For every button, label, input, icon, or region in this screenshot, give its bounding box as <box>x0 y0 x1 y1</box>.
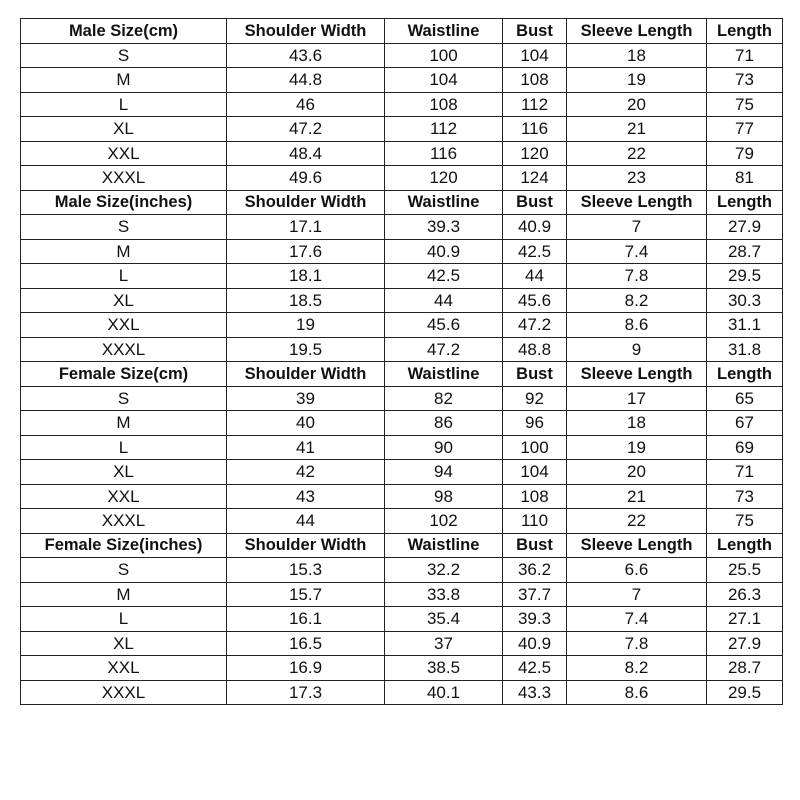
sleeve-length-cell: 7 <box>567 582 707 607</box>
length-header: Length <box>707 533 783 558</box>
shoulder-width-cell: 19.5 <box>227 337 385 362</box>
bust-header: Bust <box>503 533 567 558</box>
section-header-row <box>21 362 783 387</box>
size-label-cell: L <box>21 435 227 460</box>
waistline-cell: 98 <box>385 484 503 509</box>
length-cell: 79 <box>707 141 783 166</box>
section-header-row <box>21 19 783 44</box>
shoulder-width-cell: 48.4 <box>227 141 385 166</box>
shoulder-width-header: Shoulder Width <box>227 19 385 44</box>
size-label-cell: XXL <box>21 313 227 338</box>
sleeve-length-header: Sleeve Length <box>567 190 707 215</box>
size-label-cell: XL <box>21 117 227 142</box>
length-cell: 31.1 <box>707 313 783 338</box>
shoulder-width-cell: 17.1 <box>227 215 385 240</box>
bust-cell: 40.9 <box>503 215 567 240</box>
length-header: Length <box>707 362 783 387</box>
length-cell: 28.7 <box>707 239 783 264</box>
bust-cell: 47.2 <box>503 313 567 338</box>
bust-cell: 108 <box>503 68 567 93</box>
sleeve-length-cell: 18 <box>567 411 707 436</box>
waistline-cell: 104 <box>385 68 503 93</box>
sleeve-length-cell: 19 <box>567 435 707 460</box>
length-cell: 30.3 <box>707 288 783 313</box>
table-row <box>21 386 783 411</box>
waistline-cell: 35.4 <box>385 607 503 632</box>
waistline-cell: 33.8 <box>385 582 503 607</box>
shoulder-width-cell: 44.8 <box>227 68 385 93</box>
table-row <box>21 631 783 656</box>
shoulder-width-cell: 15.3 <box>227 558 385 583</box>
sleeve-length-header: Sleeve Length <box>567 19 707 44</box>
length-cell: 26.3 <box>707 582 783 607</box>
bust-cell: 48.8 <box>503 337 567 362</box>
shoulder-width-cell: 18.5 <box>227 288 385 313</box>
length-cell: 65 <box>707 386 783 411</box>
sleeve-length-header: Sleeve Length <box>567 533 707 558</box>
bust-header: Bust <box>503 190 567 215</box>
sleeve-length-cell: 20 <box>567 92 707 117</box>
shoulder-width-cell: 44 <box>227 509 385 534</box>
sleeve-length-cell: 8.6 <box>567 680 707 705</box>
waistline-cell: 112 <box>385 117 503 142</box>
table-row <box>21 607 783 632</box>
waistline-cell: 102 <box>385 509 503 534</box>
waistline-cell: 42.5 <box>385 264 503 289</box>
waistline-cell: 39.3 <box>385 215 503 240</box>
waistline-cell: 94 <box>385 460 503 485</box>
shoulder-width-cell: 49.6 <box>227 166 385 191</box>
length-cell: 28.7 <box>707 656 783 681</box>
sleeve-length-cell: 7.8 <box>567 631 707 656</box>
table-row <box>21 435 783 460</box>
bust-cell: 112 <box>503 92 567 117</box>
length-cell: 29.5 <box>707 264 783 289</box>
length-cell: 75 <box>707 509 783 534</box>
size-label-cell: XL <box>21 288 227 313</box>
bust-header: Bust <box>503 19 567 44</box>
sleeve-length-cell: 22 <box>567 141 707 166</box>
shoulder-width-cell: 19 <box>227 313 385 338</box>
table-row <box>21 264 783 289</box>
waistline-cell: 45.6 <box>385 313 503 338</box>
shoulder-width-cell: 39 <box>227 386 385 411</box>
waistline-cell: 90 <box>385 435 503 460</box>
waistline-cell: 120 <box>385 166 503 191</box>
waistline-cell: 116 <box>385 141 503 166</box>
table-row <box>21 141 783 166</box>
sleeve-length-cell: 8.6 <box>567 313 707 338</box>
shoulder-width-header: Shoulder Width <box>227 190 385 215</box>
size-label-cell: L <box>21 92 227 117</box>
sleeve-length-cell: 23 <box>567 166 707 191</box>
length-cell: 27.9 <box>707 215 783 240</box>
waistline-cell: 37 <box>385 631 503 656</box>
size-header: Male Size(cm) <box>21 19 227 44</box>
table-row <box>21 411 783 436</box>
waistline-cell: 47.2 <box>385 337 503 362</box>
sleeve-length-cell: 9 <box>567 337 707 362</box>
sleeve-length-cell: 7.4 <box>567 239 707 264</box>
bust-cell: 96 <box>503 411 567 436</box>
sleeve-length-cell: 20 <box>567 460 707 485</box>
size-table-body <box>21 19 783 705</box>
bust-cell: 45.6 <box>503 288 567 313</box>
size-label-cell: M <box>21 239 227 264</box>
length-cell: 77 <box>707 117 783 142</box>
size-label-cell: XXL <box>21 484 227 509</box>
bust-cell: 44 <box>503 264 567 289</box>
size-label-cell: XL <box>21 460 227 485</box>
length-cell: 81 <box>707 166 783 191</box>
table-row <box>21 656 783 681</box>
waistline-cell: 108 <box>385 92 503 117</box>
table-row <box>21 92 783 117</box>
length-cell: 29.5 <box>707 680 783 705</box>
table-row <box>21 313 783 338</box>
size-label-cell: XXXL <box>21 509 227 534</box>
section-header-row <box>21 533 783 558</box>
size-label-cell: M <box>21 68 227 93</box>
waistline-cell: 82 <box>385 386 503 411</box>
length-cell: 73 <box>707 484 783 509</box>
table-row <box>21 460 783 485</box>
table-row <box>21 288 783 313</box>
size-label-cell: M <box>21 411 227 436</box>
size-label-cell: XL <box>21 631 227 656</box>
waistline-cell: 100 <box>385 43 503 68</box>
bust-cell: 92 <box>503 386 567 411</box>
shoulder-width-cell: 17.6 <box>227 239 385 264</box>
shoulder-width-cell: 47.2 <box>227 117 385 142</box>
table-row <box>21 166 783 191</box>
size-table <box>20 18 783 705</box>
waistline-cell: 32.2 <box>385 558 503 583</box>
bust-cell: 43.3 <box>503 680 567 705</box>
waistline-header: Waistline <box>385 190 503 215</box>
length-cell: 75 <box>707 92 783 117</box>
sleeve-length-cell: 21 <box>567 484 707 509</box>
table-row <box>21 680 783 705</box>
bust-cell: 40.9 <box>503 631 567 656</box>
size-label-cell: XXL <box>21 656 227 681</box>
size-label-cell: S <box>21 558 227 583</box>
shoulder-width-cell: 43.6 <box>227 43 385 68</box>
bust-cell: 42.5 <box>503 239 567 264</box>
section-header-row <box>21 190 783 215</box>
length-cell: 73 <box>707 68 783 93</box>
shoulder-width-cell: 16.1 <box>227 607 385 632</box>
size-header: Female Size(inches) <box>21 533 227 558</box>
waistline-cell: 38.5 <box>385 656 503 681</box>
shoulder-width-cell: 16.9 <box>227 656 385 681</box>
size-label-cell: XXXL <box>21 337 227 362</box>
waistline-header: Waistline <box>385 362 503 387</box>
size-label-cell: M <box>21 582 227 607</box>
shoulder-width-cell: 41 <box>227 435 385 460</box>
shoulder-width-cell: 46 <box>227 92 385 117</box>
size-label-cell: XXXL <box>21 166 227 191</box>
shoulder-width-cell: 16.5 <box>227 631 385 656</box>
bust-cell: 100 <box>503 435 567 460</box>
table-row <box>21 337 783 362</box>
waistline-header: Waistline <box>385 19 503 44</box>
length-cell: 27.1 <box>707 607 783 632</box>
sleeve-length-cell: 21 <box>567 117 707 142</box>
shoulder-width-cell: 43 <box>227 484 385 509</box>
size-header: Male Size(inches) <box>21 190 227 215</box>
bust-cell: 120 <box>503 141 567 166</box>
waistline-cell: 86 <box>385 411 503 436</box>
size-label-cell: S <box>21 215 227 240</box>
size-label-cell: S <box>21 386 227 411</box>
sleeve-length-cell: 7 <box>567 215 707 240</box>
waistline-cell: 40.9 <box>385 239 503 264</box>
bust-cell: 110 <box>503 509 567 534</box>
length-cell: 27.9 <box>707 631 783 656</box>
shoulder-width-header: Shoulder Width <box>227 362 385 387</box>
table-row <box>21 239 783 264</box>
size-header: Female Size(cm) <box>21 362 227 387</box>
waistline-header: Waistline <box>385 533 503 558</box>
size-chart <box>20 18 782 783</box>
size-label-cell: S <box>21 43 227 68</box>
waistline-cell: 40.1 <box>385 680 503 705</box>
table-row <box>21 117 783 142</box>
sleeve-length-cell: 18 <box>567 43 707 68</box>
length-cell: 31.8 <box>707 337 783 362</box>
bust-header: Bust <box>503 362 567 387</box>
sleeve-length-cell: 6.6 <box>567 558 707 583</box>
length-cell: 67 <box>707 411 783 436</box>
bust-cell: 124 <box>503 166 567 191</box>
bust-cell: 116 <box>503 117 567 142</box>
shoulder-width-cell: 40 <box>227 411 385 436</box>
bust-cell: 39.3 <box>503 607 567 632</box>
length-header: Length <box>707 19 783 44</box>
length-cell: 69 <box>707 435 783 460</box>
shoulder-width-header: Shoulder Width <box>227 533 385 558</box>
sleeve-length-cell: 22 <box>567 509 707 534</box>
table-row <box>21 484 783 509</box>
table-row <box>21 509 783 534</box>
sleeve-length-cell: 17 <box>567 386 707 411</box>
length-cell: 71 <box>707 43 783 68</box>
sleeve-length-cell: 8.2 <box>567 656 707 681</box>
table-row <box>21 68 783 93</box>
waistline-cell: 44 <box>385 288 503 313</box>
sleeve-length-cell: 7.4 <box>567 607 707 632</box>
sleeve-length-cell: 8.2 <box>567 288 707 313</box>
size-label-cell: XXXL <box>21 680 227 705</box>
sleeve-length-cell: 19 <box>567 68 707 93</box>
shoulder-width-cell: 17.3 <box>227 680 385 705</box>
length-cell: 25.5 <box>707 558 783 583</box>
bust-cell: 108 <box>503 484 567 509</box>
bust-cell: 42.5 <box>503 656 567 681</box>
bust-cell: 36.2 <box>503 558 567 583</box>
size-label-cell: L <box>21 264 227 289</box>
bust-cell: 104 <box>503 460 567 485</box>
bust-cell: 104 <box>503 43 567 68</box>
shoulder-width-cell: 18.1 <box>227 264 385 289</box>
size-label-cell: L <box>21 607 227 632</box>
table-row <box>21 215 783 240</box>
size-label-cell: XXL <box>21 141 227 166</box>
bust-cell: 37.7 <box>503 582 567 607</box>
table-row <box>21 43 783 68</box>
shoulder-width-cell: 42 <box>227 460 385 485</box>
table-row <box>21 582 783 607</box>
table-row <box>21 558 783 583</box>
sleeve-length-cell: 7.8 <box>567 264 707 289</box>
length-cell: 71 <box>707 460 783 485</box>
shoulder-width-cell: 15.7 <box>227 582 385 607</box>
length-header: Length <box>707 190 783 215</box>
sleeve-length-header: Sleeve Length <box>567 362 707 387</box>
